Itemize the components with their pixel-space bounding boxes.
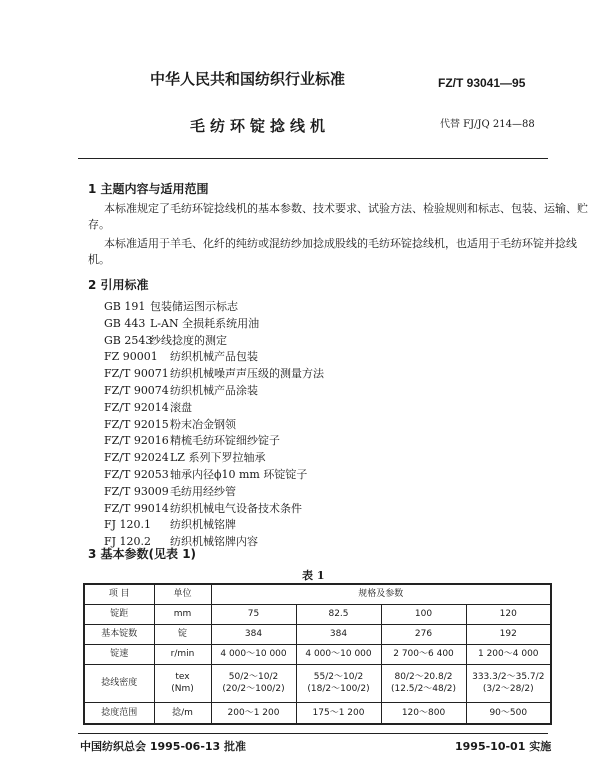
reference-title: 毛纺用经纱管 (170, 484, 236, 498)
header-item: 项 目 (84, 584, 154, 604)
cell: 384 (211, 624, 296, 644)
cell: 120 (466, 604, 551, 624)
cell (296, 664, 381, 702)
row-unit: r/min (154, 644, 211, 664)
cell: 384 (296, 624, 381, 644)
section-1-para-2-line-2: 机。 (88, 253, 110, 266)
cell-line-1: 50/2～10/2 (228, 672, 279, 682)
reference-code: FZ/T 90074 (104, 384, 169, 397)
cell: 82.5 (296, 604, 381, 624)
table-row (84, 604, 551, 624)
section-2-heading: 2 引用标准 (88, 278, 149, 292)
reference-item (104, 416, 236, 432)
cell-line-1: 55/2～10/2 (313, 672, 364, 682)
reference-title: 轴承内径ϕ10 mm 环锭锭子 (170, 468, 308, 481)
unit-line-1: tex (175, 672, 190, 682)
reference-code: FZ/T 92053 (104, 468, 169, 481)
row-unit: mm (154, 604, 211, 624)
reference-item (104, 500, 302, 516)
issuing-organization: 中华人民共和国纺织行业标准 (150, 70, 346, 88)
row-item: 锭速 (84, 644, 154, 664)
cell: 4 000～10 000 (296, 644, 381, 664)
reference-code: FZ/T 99014 (104, 501, 169, 515)
reference-code: FZ/T 92024 (104, 451, 169, 465)
cell: 75 (211, 604, 296, 624)
reference-item (104, 483, 236, 499)
reference-code: FZ/T 92015 (104, 417, 169, 431)
cell-line-1: 333.3/2～35.7/2 (472, 672, 545, 682)
cell (381, 664, 466, 702)
row-unit: 锭 (154, 624, 211, 644)
reference-title: 纺织机械产品涂装 (170, 384, 258, 397)
cell: 4 000～10 000 (211, 644, 296, 664)
cell: 2 700～6 400 (381, 644, 466, 664)
reference-code: FJ 120.1 (104, 518, 152, 532)
reference-code: GB 443 (104, 316, 146, 330)
section-1-para-2-line-1: 本标准适用于羊毛、化纤的纯纺或混纺纱加捻成股线的毛纺环锭捻线机，也适用于毛纺环锭并捻线 (104, 237, 577, 250)
section-1-para-1-line-2: 存。 (88, 218, 110, 231)
cell: 120～800 (381, 702, 466, 724)
header-unit: 单位 (154, 584, 211, 604)
section-1-heading: 1 主题内容与适用范围 (88, 182, 209, 196)
row-item: 锭距 (84, 604, 154, 624)
cell: 276 (381, 624, 466, 644)
standard-code: FZ/T 93041—95 (438, 76, 526, 90)
header-divider (78, 158, 548, 159)
table-row (84, 644, 551, 664)
reference-code: FZ/T 93009 (104, 484, 169, 498)
reference-title: L-AN 全损耗系统用油 (150, 316, 260, 330)
reference-title: 纱线捻度的测定 (150, 333, 227, 347)
row-unit (154, 664, 211, 702)
reference-item (104, 315, 259, 331)
footer-divider (78, 733, 548, 734)
cell-line-1: 80/2～20.8/2 (394, 672, 453, 682)
cell-line-2: (20/2～100/2) (222, 684, 285, 694)
reference-title: 滚盘 (170, 400, 192, 414)
table-row (84, 624, 551, 644)
table-row (84, 664, 551, 702)
section-3-heading: 3 基本参数(见表 1) (88, 547, 197, 561)
cell: 100 (381, 604, 466, 624)
cell (211, 664, 296, 702)
reference-code: GB 2543 (104, 333, 153, 347)
cell: 175～1 200 (296, 702, 381, 724)
table-caption: 表 1 (302, 569, 325, 582)
parameters-table (83, 583, 552, 725)
table-header-row (84, 584, 551, 604)
row-item: 捻线密度 (84, 664, 154, 702)
cell: 1 200～4 000 (466, 644, 551, 664)
table-row (84, 702, 551, 724)
unit-line-2: (Nm) (171, 684, 194, 694)
row-item: 捻度范围 (84, 702, 154, 724)
cell: 200～1 200 (211, 702, 296, 724)
reference-item (104, 332, 227, 348)
section-1-para-1-line-1: 本标准规定了毛纺环锭捻线机的基本参数、技术要求、试验方法、检验规则和标志、包装、运输、贮 (104, 202, 588, 215)
reference-code: GB 191 (104, 300, 146, 313)
reference-title: 纺织机械产品包装 (170, 350, 258, 364)
cell-line-2: (12.5/2～48/2) (390, 684, 457, 694)
cell-line-2: (18/2～100/2) (307, 684, 370, 694)
reference-item (104, 348, 258, 364)
cell (466, 664, 551, 702)
cell-line-2: (3/2～28/2) (482, 684, 534, 694)
effective-date: 1995-10-01 实施 (455, 740, 552, 753)
approval-note: 中国纺织总会 1995-06-13 批准 (80, 740, 247, 753)
reference-code: FZ/T 92016 (104, 434, 169, 448)
reference-title: 纺织机械铭牌内容 (170, 535, 258, 549)
reference-title: 纺织机械噪声声压级的测量方法 (170, 367, 324, 381)
reference-code: FJ 120.2 (104, 535, 152, 549)
reference-title: 纺织机械铭牌 (170, 518, 236, 532)
reference-title: 纺织机械电气设备技术条件 (170, 501, 302, 515)
reference-item (104, 466, 307, 482)
replaces-note: 代替 FJ/JQ 214—88 (440, 119, 535, 130)
reference-item (104, 516, 236, 532)
cell: 90～500 (466, 702, 551, 724)
reference-item (104, 298, 238, 314)
row-unit: 捻/m (154, 702, 211, 724)
reference-code: FZ 90001 (104, 350, 158, 364)
reference-item (104, 449, 265, 465)
row-item: 基本锭数 (84, 624, 154, 644)
reference-code: FZ/T 92014 (104, 400, 169, 414)
document-title: 毛纺环锭捻线机 (190, 117, 331, 135)
reference-title: LZ 系列下罗拉轴承 (170, 451, 266, 465)
reference-item (104, 399, 192, 415)
reference-item (104, 382, 258, 398)
reference-title: 精梳毛纺环锭细纱锭子 (170, 434, 280, 448)
reference-title: 粉末冶金钢领 (170, 417, 236, 431)
reference-item (104, 432, 280, 448)
header-spec: 规格及参数 (211, 584, 551, 604)
reference-code: FZ/T 90071 (104, 367, 169, 381)
reference-title: 包装储运图示标志 (150, 300, 238, 313)
reference-item (104, 365, 324, 381)
cell: 192 (466, 624, 551, 644)
